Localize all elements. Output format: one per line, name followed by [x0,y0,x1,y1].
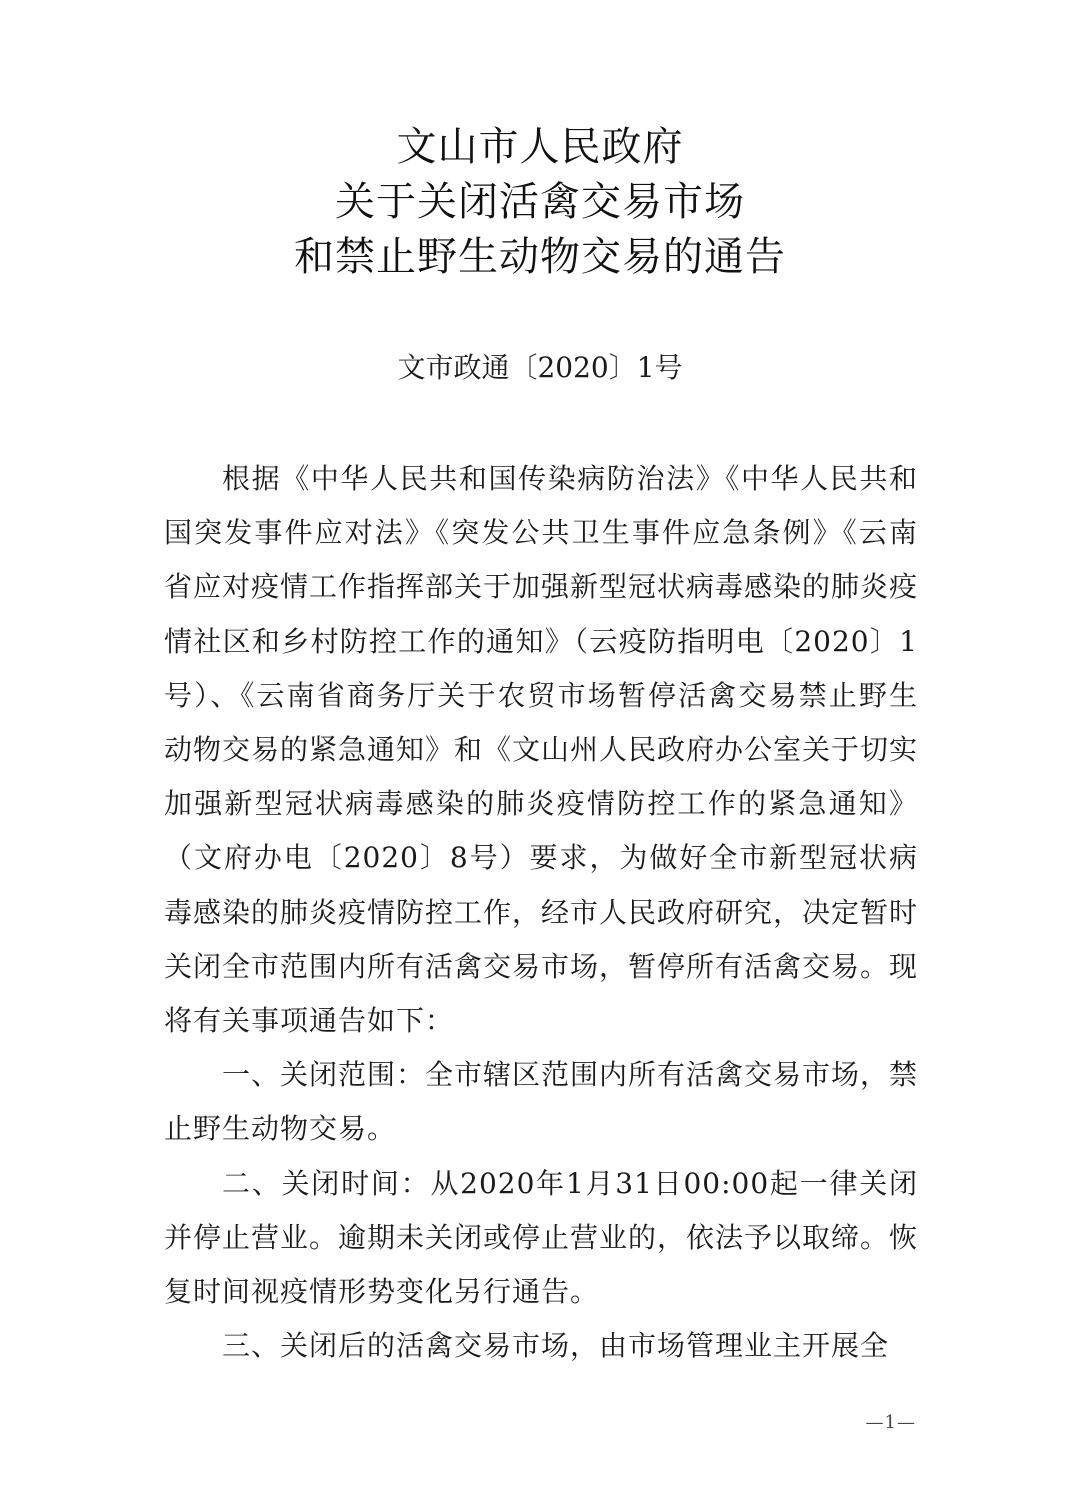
paragraph-item-1: 一、关闭范围：全市辖区范围内所有活禽交易市场，禁止野生动物交易。 [164,1058,919,1146]
page-number: —1— [865,1412,916,1433]
paragraph-item-2: 二、关闭时间：从2020年1月31日00:00起一律关闭并停止营业。逾期未关闭或停止营业的，依法予以取缔。恢复时间视疫情形势变化另行通告。 [164,1166,919,1309]
document-number: 文市政通〔2020〕1号 [397,351,683,384]
title-line-3: 和禁止野生动物交易的通告 [294,234,786,280]
paragraph-item-3: 三、关闭后的活禽交易市场，由市场管理业主开展全 [222,1329,890,1363]
document-title [0,120,1080,285]
title-line-1: 文山市人民政府 [396,124,684,170]
title-line-2: 关于关闭活禽交易市场 [335,179,745,225]
document-body [164,452,918,1373]
paragraph-preamble: 根据《中华人民共和国传染病防治法》《中华人民共和国突发事件应对法》《突发公共卫生事件应急条例》《云南省应对疫情工作指挥部关于加强新型冠状病毒感染的肺炎疫情社区和乡村防控工作的通知》（云疫防指明电〔2020〕1号）、《云南省商务厅关于农贸市场暂停活禽交易禁止野生动物交易的紧急通知》和《文山州人民政府办公室关于切实加强新型冠状病毒感染的肺炎疫情防控工作的紧急通知》（文府办电〔2020〕8号）要求，为做好全市新型冠状病毒感染的肺炎疫情防控工作，经市人民政府研究，决定暂时关闭全市范围内所有活禽交易市场，暂停所有活禽交易。现将有关事项通告如下： [164,462,919,1038]
